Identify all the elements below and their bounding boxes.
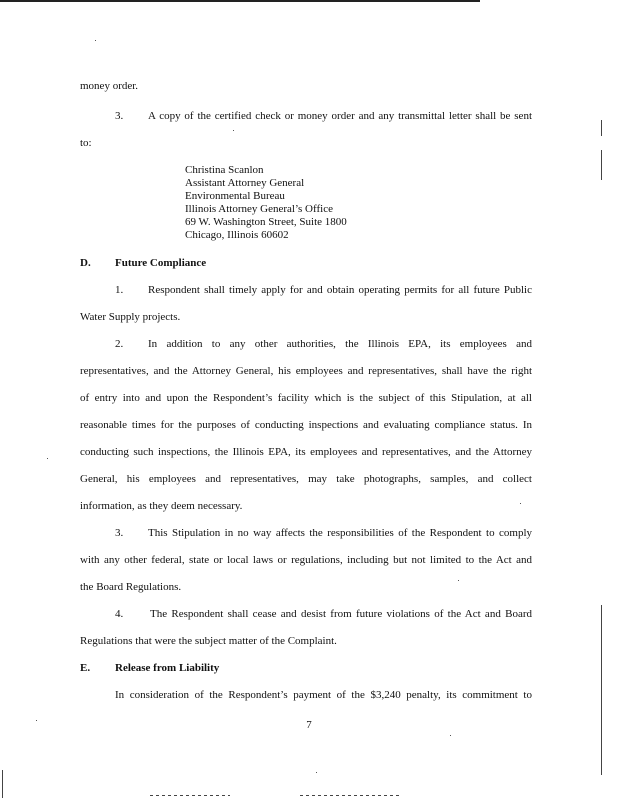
para2-line: reasonable times for the purposes of conducting inspections and evaluating compliance status. In (80, 419, 532, 431)
scan-speck (450, 735, 451, 736)
scan-speck (520, 503, 521, 504)
para1-line: Respondent shall timely apply for and obtain operating permits for all future Public (148, 284, 532, 296)
address-title: Assistant Attorney General (185, 177, 305, 189)
section-e-title: Release from Liability (115, 662, 220, 674)
scan-edge-top (0, 0, 480, 2)
para1-number: 1. (115, 284, 124, 296)
item3-to: to: (80, 137, 92, 149)
para3-number: 3. (115, 527, 124, 539)
para2-line: General, his employees and representatives, may take photographs, samples, and collect (80, 473, 532, 485)
scan-speck (233, 130, 234, 131)
para2-number: 2. (115, 338, 124, 350)
address-bureau: Environmental Bureau (185, 190, 285, 202)
scan-edge-right (601, 605, 602, 775)
para3-line: This Stipulation in no way affects the responsibilities of the Respondent to comply (148, 527, 532, 539)
item3-number: 3. (115, 110, 124, 122)
scan-speck (316, 772, 317, 773)
section-d-title: Future Compliance (115, 257, 207, 269)
scan-speck (95, 40, 96, 41)
para1-line: Water Supply projects. (80, 311, 181, 323)
para4-number: 4. (115, 608, 124, 620)
section-e-letter: E. (80, 662, 91, 674)
address-street: 69 W. Washington Street, Suite 1800 (185, 216, 347, 228)
section-e-para-line: In consideration of the Respondent’s payment of the $3,240 penalty, its commitment to (115, 689, 532, 701)
scan-mark-right-1 (601, 120, 602, 136)
scan-mark-right-2 (601, 150, 602, 180)
address-city: Chicago, Illinois 60602 (185, 229, 289, 241)
para2-line: of entry into and upon the Respondent’s facility which is the subject of this Stipulation, at all (80, 392, 532, 404)
section-d-letter: D. (80, 257, 91, 269)
scan-edge-left (2, 770, 3, 798)
para2-line: In addition to any other authorities, the Illinois EPA, its employees and (148, 338, 532, 350)
scan-dash-bottom-1 (150, 795, 230, 796)
para2-line: conducting such inspections, the Illinois EPA, its employees and representatives, and the Attorney (80, 446, 532, 458)
address-office: Illinois Attorney General’s Office (185, 203, 333, 215)
para3-line: the Board Regulations. (80, 581, 182, 593)
page-number: 7 (306, 719, 312, 731)
address-name: Christina Scanlon (185, 164, 264, 176)
scan-dash-bottom-2 (300, 795, 400, 796)
para4-line: The Respondent shall cease and desist from future violations of the Act and Board (150, 608, 532, 620)
para2-line: representatives, and the Attorney General, his employees and representatives, shall have the right (80, 365, 532, 377)
para4-line: Regulations that were the subject matter of the Complaint. (80, 635, 337, 647)
continuation-line: money order. (80, 80, 139, 92)
item3-text: A copy of the certified check or money order and any transmittal letter shall be sent (148, 110, 532, 122)
scan-speck (47, 458, 48, 459)
scan-speck (458, 580, 459, 581)
para2-line: information, as they deem necessary. (80, 500, 243, 512)
para3-line: with any other federal, state or local laws or regulations, including but not limited to the Act and (80, 554, 532, 566)
